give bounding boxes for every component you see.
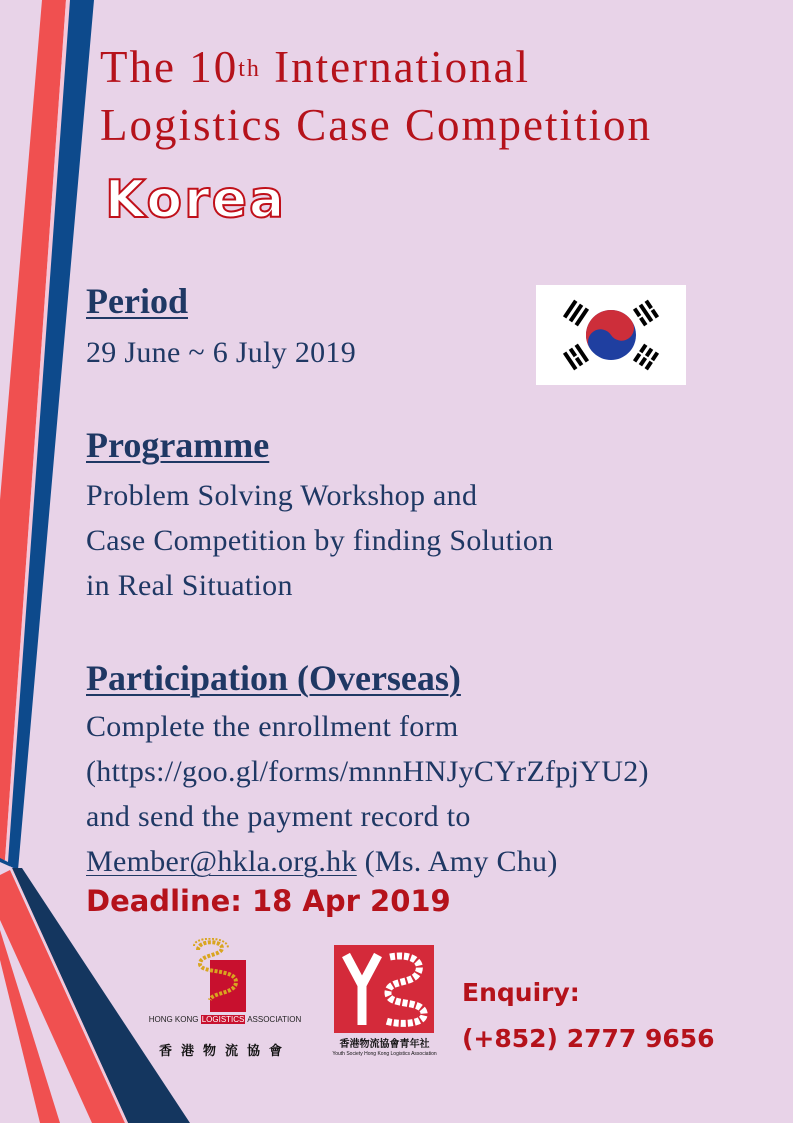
south-korea-flag-icon: [536, 285, 686, 385]
contact-person: (Ms. Amy Chu): [356, 845, 558, 878]
youth-society-english-name: Youth Society Hong Kong Logistics Association: [332, 1051, 437, 1057]
enrollment-form-link[interactable]: (https://goo.gl/forms/mnnHNJyCYrZfpjYU2): [86, 755, 649, 788]
hkla-english-name: HONG KONG LOGISTICS ASSOCIATION: [148, 1015, 302, 1024]
programme-line-2: Case Competition by finding Solution: [86, 524, 554, 557]
participation-heading: Participation (Overseas): [86, 658, 461, 698]
programme-line-3: in Real Situation: [86, 569, 293, 602]
enquiry-phone[interactable]: (+852) 2777 9656: [462, 1024, 715, 1053]
period-heading: Period: [86, 281, 188, 321]
hkla-logo-icon: [140, 938, 310, 1068]
enquiry-block: [462, 970, 715, 1062]
enquiry-label: Enquiry:: [462, 978, 580, 1007]
hkla-chinese-name: 香港物流協會: [158, 1044, 291, 1059]
programme-line-1: Problem Solving Workshop and: [86, 479, 478, 512]
participation-line-1: Complete the enrollment form: [86, 710, 459, 743]
programme-heading: Programme: [86, 425, 270, 465]
email-link[interactable]: Member@hkla.org.hk: [86, 845, 357, 878]
youth-society-chinese-name: 香港物流協會青年社: [339, 1039, 430, 1050]
participation-line-3: and send the payment record to: [86, 800, 471, 833]
period-dates: 29 June ~ 6 July 2019: [86, 336, 357, 369]
youth-society-logo-icon: [332, 945, 437, 1065]
title-line-1: The 10th International: [100, 42, 531, 92]
title-line-2: Logistics Case Competition: [100, 100, 652, 150]
country-title: Korea: [105, 170, 287, 230]
participation-contact: [86, 839, 558, 884]
deadline-text: Deadline: 18 Apr 2019: [86, 884, 451, 918]
event-title: [100, 38, 652, 154]
